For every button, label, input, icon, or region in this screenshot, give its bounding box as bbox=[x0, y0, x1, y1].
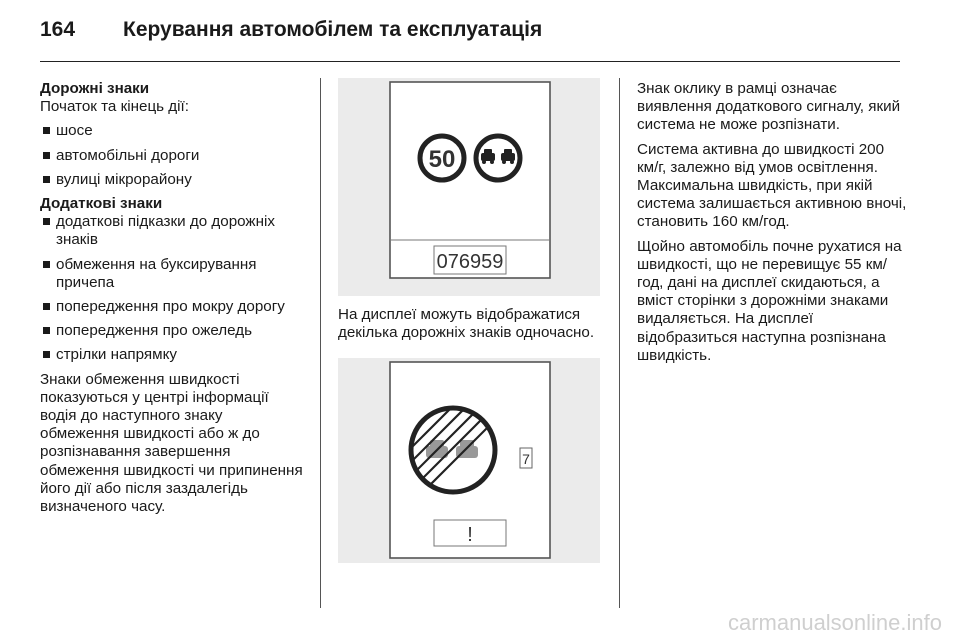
sign-display-illustration bbox=[338, 78, 600, 296]
bullet-list-additional bbox=[40, 213, 305, 364]
paragraph-system-active: Система активна до швидкості 200 км/г, залежно від умов освітлення. Максимальна швидкість, при якій система залишається активною вночі, становить 160 км/год. bbox=[637, 140, 907, 231]
no-overtaking-sign-icon bbox=[476, 136, 520, 180]
plate-warning-text: ! bbox=[467, 524, 473, 547]
paragraph-reset: Щойно автомобіль почне рухатися на швидкості, що не перевищує 55 км/год, дані на дисплеї скидаються, а вміст сторінки з дорожніми знаками видаляється. На дисплеї відобразиться наступна розпізнана швидкість. bbox=[637, 237, 902, 364]
section-heading-road-signs: Дорожні знаки bbox=[40, 80, 150, 97]
list-item: стрілки напрямку bbox=[40, 346, 305, 364]
paragraph-exclamation: Знак оклику в рамці означає виявлення додаткового сигналу, який система не може розпізнати. bbox=[637, 80, 901, 134]
list-item: автомобільні дороги bbox=[40, 147, 305, 165]
figure-caption: На дисплеї можуть відображатися декілька дорожніх знаків одночасно. bbox=[338, 306, 595, 342]
page-title: Керування автомобілем та експлуатація bbox=[123, 18, 543, 41]
speed-limit-paragraph: Знаки обмеження швидкості показуються у центрі інформації водія до наступного знаку обмеження швидкості або ж до розпізнавання завершення обмеження швидкості чи припинення його дії або після заздалегідь визначеного часу. bbox=[40, 370, 303, 516]
figure-sign-display-2 bbox=[338, 358, 600, 563]
list-item: вулиці мікрорайону bbox=[40, 171, 305, 189]
column-2 bbox=[338, 80, 608, 563]
list-item: додаткові підказки до дорожніх знаків bbox=[40, 213, 305, 249]
watermark: carmanualsonline.info bbox=[727, 610, 942, 635]
list-item: шосе bbox=[40, 122, 305, 140]
column-divider-1 bbox=[320, 78, 321, 608]
column-divider-2 bbox=[619, 78, 620, 608]
speed-limit-sign-icon bbox=[420, 136, 464, 180]
plate-code: 076959 bbox=[436, 251, 504, 273]
list-item: попередження про мокру дорогу bbox=[40, 298, 305, 316]
page-number: 164 bbox=[40, 18, 76, 41]
figure-sign-display-1 bbox=[338, 78, 600, 296]
subheading-start-end: Початок та кінець дії: bbox=[40, 98, 189, 116]
list-item: попередження про ожеледь bbox=[40, 322, 305, 340]
column-1 bbox=[40, 80, 305, 522]
end-restriction-illustration bbox=[338, 358, 600, 563]
section-heading-additional-signs: Додаткові знаки bbox=[40, 195, 163, 213]
corner-label: 7 bbox=[522, 451, 530, 468]
page-header bbox=[40, 14, 900, 58]
column-3 bbox=[637, 80, 907, 371]
bullet-list-road-types bbox=[40, 122, 305, 189]
header-divider bbox=[40, 61, 900, 62]
speed-value: 50 bbox=[428, 146, 456, 173]
list-item: обмеження на буксирування причепа bbox=[40, 256, 305, 292]
